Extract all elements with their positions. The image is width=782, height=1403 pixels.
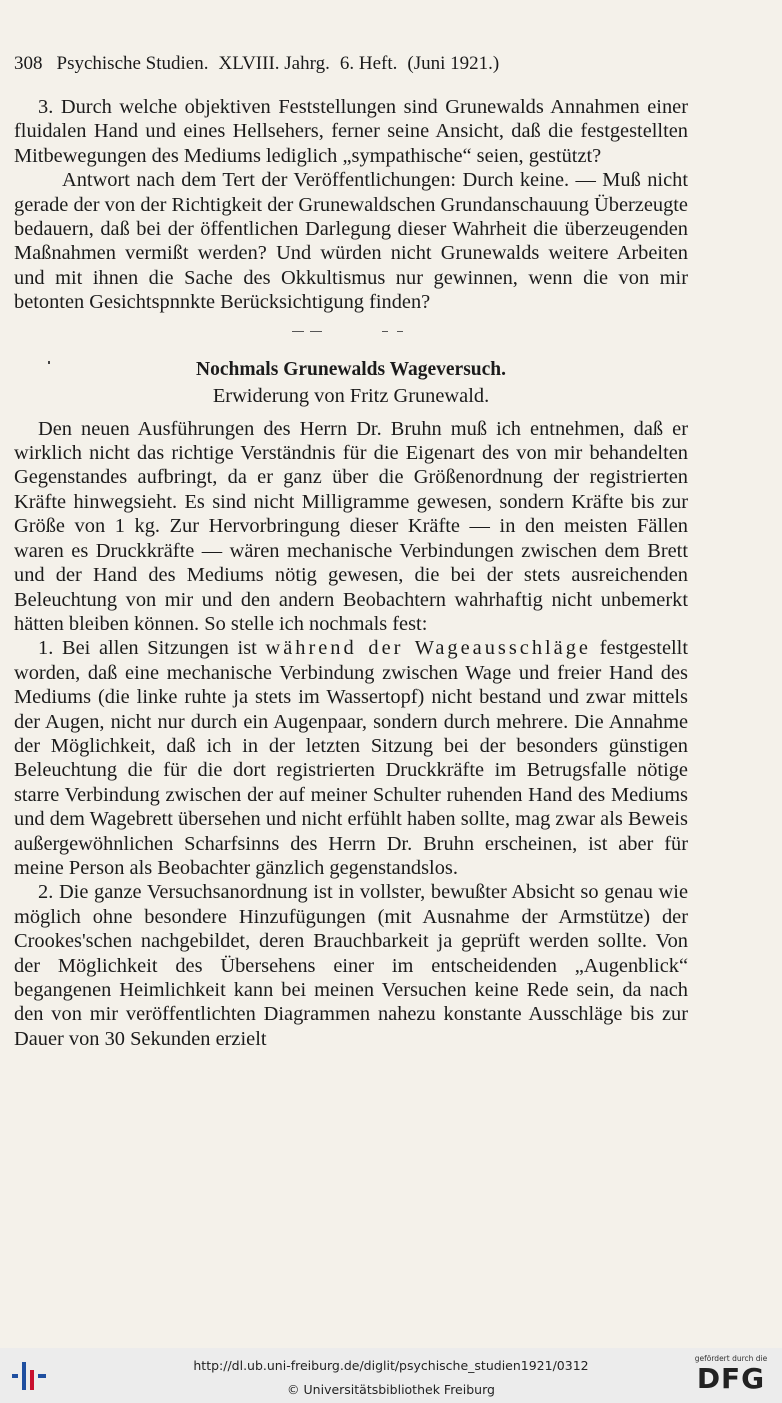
article-title-text: Nochmals Grunewalds Wageversuch. bbox=[195, 358, 507, 380]
stray-mark bbox=[48, 361, 50, 364]
body-paragraph-intro bbox=[14, 417, 688, 637]
book-page bbox=[14, 50, 688, 1340]
source-url[interactable]: http://dl.ub.uni-freiburg.de/diglit/psychische_studien1921/0312 bbox=[193, 1358, 589, 1373]
page-number: 308 bbox=[14, 53, 43, 74]
dfg-logo bbox=[688, 1354, 774, 1394]
issue-label: 6. Heft. bbox=[339, 53, 398, 74]
article-byline-text: Erwiderung von Fritz Grunewald. bbox=[212, 384, 490, 407]
dfg-funding-note: gefördert durch die bbox=[694, 1354, 768, 1363]
article-byline bbox=[14, 383, 688, 409]
body-paragraph-intro-text: Den neuen Ausführungen des Herrn Dr. Bruhn muß ich entnehmen, daß er wirklich nicht das richtige Verständnis für die Eigenart des von mir behandelten Gegenstandes aufbringt, da er ganz über die Größenordnung der registrierten Kräfte hinwegsieht. Es sind nicht Milligramme gewesen, sondern Kräfte bis zur Größe von 1 kg. Zur Hervorbringung dieser Kräfte — in den meisten Fällen waren es Druckkräfte — wären mechanische Verbindungen zwischen dem Brett und der Hand des Mediums nötig gewesen, die bei der stets ausreichenden Beleuchtung von mir und den andern Beobachtern wahrhaftig nicht unbemerkt hätten bleiben können. So stelle ich nochmals fest: bbox=[14, 417, 688, 635]
issue-date: (Juni 1921.) bbox=[407, 53, 500, 74]
digitization-footer bbox=[0, 1348, 782, 1403]
point-1-lead: 1. Bei allen Sitzungen ist bbox=[38, 637, 266, 660]
page-body bbox=[14, 95, 688, 1051]
body-paragraph-point-1 bbox=[14, 636, 688, 880]
volume-label: XLVIII. Jahrg. bbox=[218, 53, 330, 74]
answer-paragraph: Antwort nach dem Tert der Veröffentlichungen: Durch keine. — Muß nicht gerade der von der Richtigkeit der Grunewaldschen Grundanschauung Überzeugte bedauern, daß bei der öffentlichen Darlegung dieser Wahrheit die überzeugenden Maßnahmen vermißt werden? Und würden nicht Grunewalds weitere Arbeiten und mit ihnen die Sache des Okkultismus nur gewinnen, wenn die von mir betonten Gesichtspnnkte Berücksichtigung finden? bbox=[14, 169, 688, 314]
section-divider bbox=[14, 321, 688, 345]
journal-title: Psychische Studien. bbox=[56, 53, 209, 74]
copyright-notice: © Universitätsbibliothek Freiburg bbox=[287, 1382, 495, 1397]
article-title bbox=[14, 357, 688, 383]
running-head bbox=[14, 50, 688, 78]
point-2-text: 2. Die ganze Versuchsanordnung ist in vollster, bewußter Absicht so genau wie möglich ohne besondere Hinzufügungen (mit Ausnahme der Armstütze) der Crookes'schen nachgebildet, deren Brauchbarkeit ja geprüft werden sollte. Von der Möglichkeit des Übersehens einer im entscheidenden „Augenblick“ begangenen Heimlichkeit kann bei meinen Versuchen keine Rede sein, da nach den von mir veröffentlichten Diagrammen nahezu konstante Ausschläge bis zur Dauer von 30 Sekunden erzielt bbox=[14, 881, 688, 1050]
body-paragraph-point-2 bbox=[14, 880, 688, 1051]
point-1-emphasis: während der Wageausschläge bbox=[265, 637, 591, 660]
dfg-wordmark: DFG bbox=[696, 1362, 766, 1395]
point-1-rest: festgestellt worden, daß eine mechanische Verbindung zwischen Wage und freier Hand des Mediums (die linke ruhte ja stets im Wassertopf) nicht bestand und zwar mittels der Augen, nicht nur durch ein Augenpaar, sondern durch mehrere. Die Annahme der Möglichkeit, daß ich in der letzten Sitzung bei der besonders günstigen Beleuchtung die für die dort registrierten Druckkräfte im Betrugsfalle nötige starre Verbindung zwischen der auf meiner Schulter ruhenden Hand des Mediums und dem Wagebrett übersehen und nicht erfühlt haben sollte, mag zwar als Beweis außergewöhnlichen Scharfsinns des Herrn Dr. Bruhn erscheinen, ist aber für meine Person als Beobachter gänzlich gegenstandslos. bbox=[14, 637, 689, 879]
question-paragraph: 3. Durch welche objektiven Feststellungen sind Grunewalds Annahmen einer fluidalen Hand und eines Hellsehers, ferner seine Ansicht, daß die festgestellten Mitbewegungen des Mediums lediglich „sympathische“ seien, gestützt? bbox=[14, 96, 688, 167]
